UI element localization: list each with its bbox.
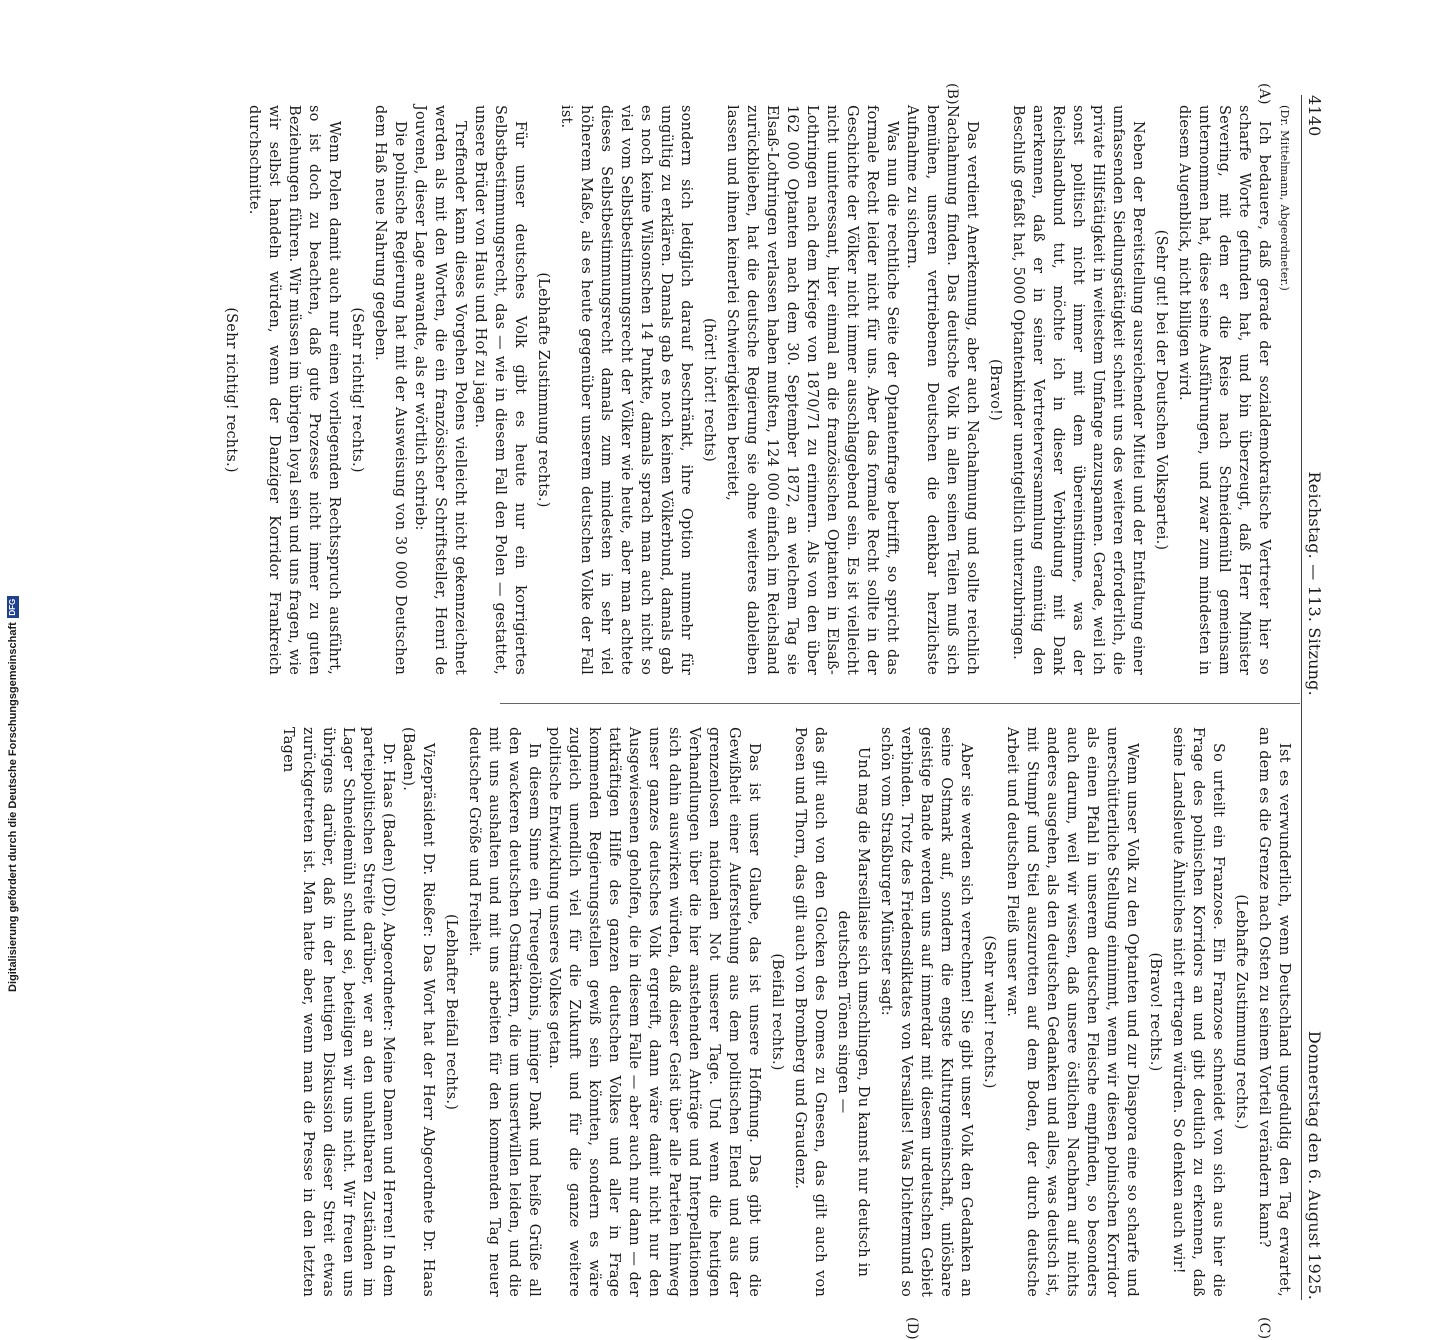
paragraph: Für unser deutsches Volk gibt es heute nur ein korrigiertes Selbstbestimmungsrecht, das — wie in diesem Fall den Polen — gestattet, unsere Brüder von Haus und Hof zu jagen. — [472, 105, 528, 675]
paragraph: Wenn unser Volk zu den Optanten und zur Diaspora eine so scharfe und unerschütterliche Stellung einnimmt, wenn wir diesen polnischen Korridor als einen Pfahl in unserem deutschen Fleische empfinden, so besonders auch darum, weil wir wissen, daß unsere östlichen Nachbarn auf nichts anderes ausgehen, als den deutschen Gedanken und alles, was deutsch ist, mit Stumpf und Stiel auszurotten auf dem Boden, der durch deutsche Arbeit und deutschen Fleiß unser war. — [1004, 727, 1140, 1297]
column-divider — [500, 703, 1300, 704]
paragraph: Vizepräsident Dr. Rießer: Das Wort hat der Herr Abgeordnete Dr. Haas (Baden). — [400, 727, 436, 1297]
reaction: (Bravo! rechts.) — [1147, 952, 1163, 1072]
margin-marker-c: (C) — [1256, 1317, 1272, 1340]
reaction: (Lebhafter Beifall rechts.) — [443, 913, 459, 1111]
dfg-logo-icon: DFG — [7, 596, 19, 618]
margin-marker-b: (B) — [944, 83, 960, 105]
credit-text: Digitalisierung gefördert durch die Deutsche Forschungsgemeinschaft — [7, 622, 19, 992]
reaction: (Sehr richtig! rechts.) — [349, 307, 365, 473]
paragraph: Was nun die rechtliche Seite der Optantenfrage betrifft, so spricht das formale Recht leider nicht für uns. Aber das formale Recht sollte in der Geschichte der Völker nicht immer ausschlaggebend sein. Es ist vielleicht nicht uninteressant, hier einmal an die französischen Optanten in Elsaß-Lothringen nach dem Kriege von 1870/71 zu erinnern. Als von den über 162 000 Optanten nach dem 30. September 1872, an welchem Tag sie Elsaß-Lothringen verlassen haben mußten, 124 000 einfach im Reichsland zurückblieben, hat die deutsche Regierung sie ohne weiteres dableiben lassen und ihnen keinerlei Schwierigkeiten bereitet, — [724, 105, 900, 675]
speaker-continuation: (Dr. Mittelmann, Abgeordneter.) — [1278, 105, 1291, 291]
paragraph: Ich bedauere, daß gerade der sozialdemokratische Vertreter hier so scharfe Worte gefunden hat, und bin überzeugt, daß Herr Minister Severing, mit dem er die Reise nach Schneidemühl gemeinsam unternommen hat, diese seine Ausführungen, und zwar zum mindesten in diesem Augenblick, nicht billigen wird. — [1176, 105, 1272, 675]
paragraph: Neben der Bereitstellung ausreichender Mittel und der Entfaltung einer umfassenden Siedlungstätigkeit scheint uns des weiteren erforderlich, die private Hilfstätigkeit in weitestem Umfange anzuspannen. Gerade, weil ich sonst politisch nicht immer mit dem übereinstimme, was der Reichslandbund tut, möchte ich in dieser Verbindung mit Dank anerkennen, daß er in seiner Vertreterversammlung einmütig den Beschluß gefaßt hat, 5000 Optantenkinder unentgeltlich unterzubringen. — [1010, 105, 1146, 675]
reaction: (Lebhafte Zustimmung rechts.) — [1233, 894, 1249, 1130]
digitization-credit — [6, 7, 20, 992]
paragraph: Aber sie werden sich verrechnen! Sie gibt unser Volk den Gedanken an seine Ostmark auf, sondern die engste Kulturgemeinschaft, unlösbare geistige Bande werden uns auf immerdar mit diesem urdeutschen Gebiet verbinden. Trotz des Friedensdiktates von Versailles! Was Dichtermund so schön vom Straßburger Münster sagt: — [878, 727, 974, 1297]
reaction: (Bravo!) — [987, 359, 1003, 421]
reaction: (Sehr richtig! rechts.) — [223, 307, 239, 473]
reaction: (Lebhafte Zustimmung rechts.) — [535, 272, 551, 508]
quotation: Wenn Polen damit auch nur einen vorliegenden Rechtsspruch ausführt, so ist doch zu beachten, daß gute Prozesse nicht immer zu guten Beziehungen führen. Wir müssen im übrigen loyal sein und uns fragen, wie wir selbst handeln würden, wenn der Danziger Korridor Frankreich durchschnitte. — [246, 105, 342, 675]
paragraph: Treffender kann dieses Vorgehen Polens vielleicht nicht gekennzeichnet werden als mit den Worten, die ein französischer Schriftsteller, Henri de Jouvenel, dieser Lage anwandte, als er wörtlich schrieb: — [412, 105, 468, 675]
quotation: Ist es verwunderlich, wenn Deutschland ungeduldig den Tag erwartet, an dem es die Grenze nach Osten zu seinem Vorteil verändern kann? — [1256, 727, 1292, 1297]
reaction: (Sehr wahr! rechts.) — [981, 935, 997, 1089]
page-header — [1301, 95, 1330, 1300]
page-number: 4140 — [1305, 95, 1324, 137]
paragraph: So urteilt ein Franzose. Ein Franzose schneidet von sich aus hier die Frage des polnischen Korridors an und gibt deutlich zu erkennen, daß seine Landsleute Ähnliches nicht ertragen würden. So denken auch wir! — [1170, 727, 1226, 1297]
margin-marker-a: (A) — [1256, 83, 1272, 105]
reaction: (Sehr gut! bei der Deutschen Volkspartei.) — [1153, 229, 1169, 551]
reaction: (hört! hört! rechts) — [701, 317, 717, 463]
paragraph: sondern sich lediglich darauf beschränkt, ihre Option nunmehr für ungültig zu erklären. Damals gab es noch keinen Völkerbund, damals gab es noch keine Wilsonschen 14 Punkte, damals sprach man auch nicht so viel vom Selbstbestimmungsrecht der Völker wie heute, aber man achtete dieses Selbstbestimmungsrecht damals zum mindesten in sehr viel höherem Maße, als es heute gegenüber unserem deutschen Volke der Fall ist. — [558, 105, 694, 675]
header-date: Donnerstag den 6. August 1925. — [1305, 1030, 1324, 1300]
reaction: (Beifall rechts.) — [769, 953, 785, 1071]
header-session: Reichstag. — 113. Sitzung. — [1305, 471, 1324, 696]
scanned-page — [90, 83, 1330, 1340]
right-column — [278, 727, 1294, 1340]
paragraph: In diesem Sinne ein Treuegelöbnis, inniger Dank und heiße Grüße all den wackeren deutschen Ostmärkern, die um unsertwillen leiden, und die mit uns aushalten und mit uns arbeiten für den kommenden Tag neuer deutscher Größe und Freiheit. — [466, 727, 542, 1297]
paragraph: Dr. Haas (Baden) (DD), Abgeordneter: Meine Damen und Herren! In dem parteipolitischen Streite darüber, wer an den unhaltbaren Zuständen im Lager Schneidemühl schuld sei, beteiligen wir uns nicht. Wir freuen uns übrigens darüber, daß in der heutigen Diskussion dieser Streit etwas zurückgetreten ist. Man hatte aber, wenn man die Presse in den letzten Tagen — [280, 727, 396, 1297]
paragraph: Das verdient Anerkennung, aber auch Nachahmung und sollte reichlich Nachahmung finden. Das deutsche Volk in allen seinen Teilen muß sich bemühen, unseren vertriebenen Deutschen die denkbar herzlichste Aufnahme zu sichern. — [904, 105, 980, 675]
margin-marker-d: (D) — [904, 1317, 920, 1340]
verse: Und mag die Marseillaise sich umschlingen, Du kannst nur deutsch in deutschen Tönen singen — — [835, 747, 871, 1277]
quotation: Die polnische Regierung hat mit der Ausweisung von 30 000 Deutschen dem Haß neue Nahrung gegeben. — [372, 105, 408, 675]
paragraph: Das ist unser Glaube, das ist unsere Hoffnung. Das gibt uns die Gewißheit einer Auferstehung aus dem politischen Elend und aus der grenzenlosen nationalen Not unserer Tage. Und wenn die heutigen Verhandlungen über die hier anstehenden Anträge und Interpellationen sich dahin auswirken würden, daß dieser Geist über alle Parteien hinweg unser ganzes deutsches Volk ergreift, dann wäre damit nicht nur den Ausgewiesenen geholfen, die in diesem Falle — aber auch nur dann — der tatkräftigen Hilfe des ganzen deutschen Volkes und aller in Frage kommenden Regierungsstellen gewiß sein könnten, sondern es wäre zugleich unendlich viel für die Zukunft und für die ganze weitere politische Entwicklung unseres Volkes getan. — [546, 727, 762, 1297]
left-column — [218, 83, 1294, 675]
paragraph: das gilt auch von den Glocken des Domes zu Gnesen, das gilt auch von Posen und Thorn, das gilt auch von Bromberg und Graudenz. — [792, 727, 828, 1297]
